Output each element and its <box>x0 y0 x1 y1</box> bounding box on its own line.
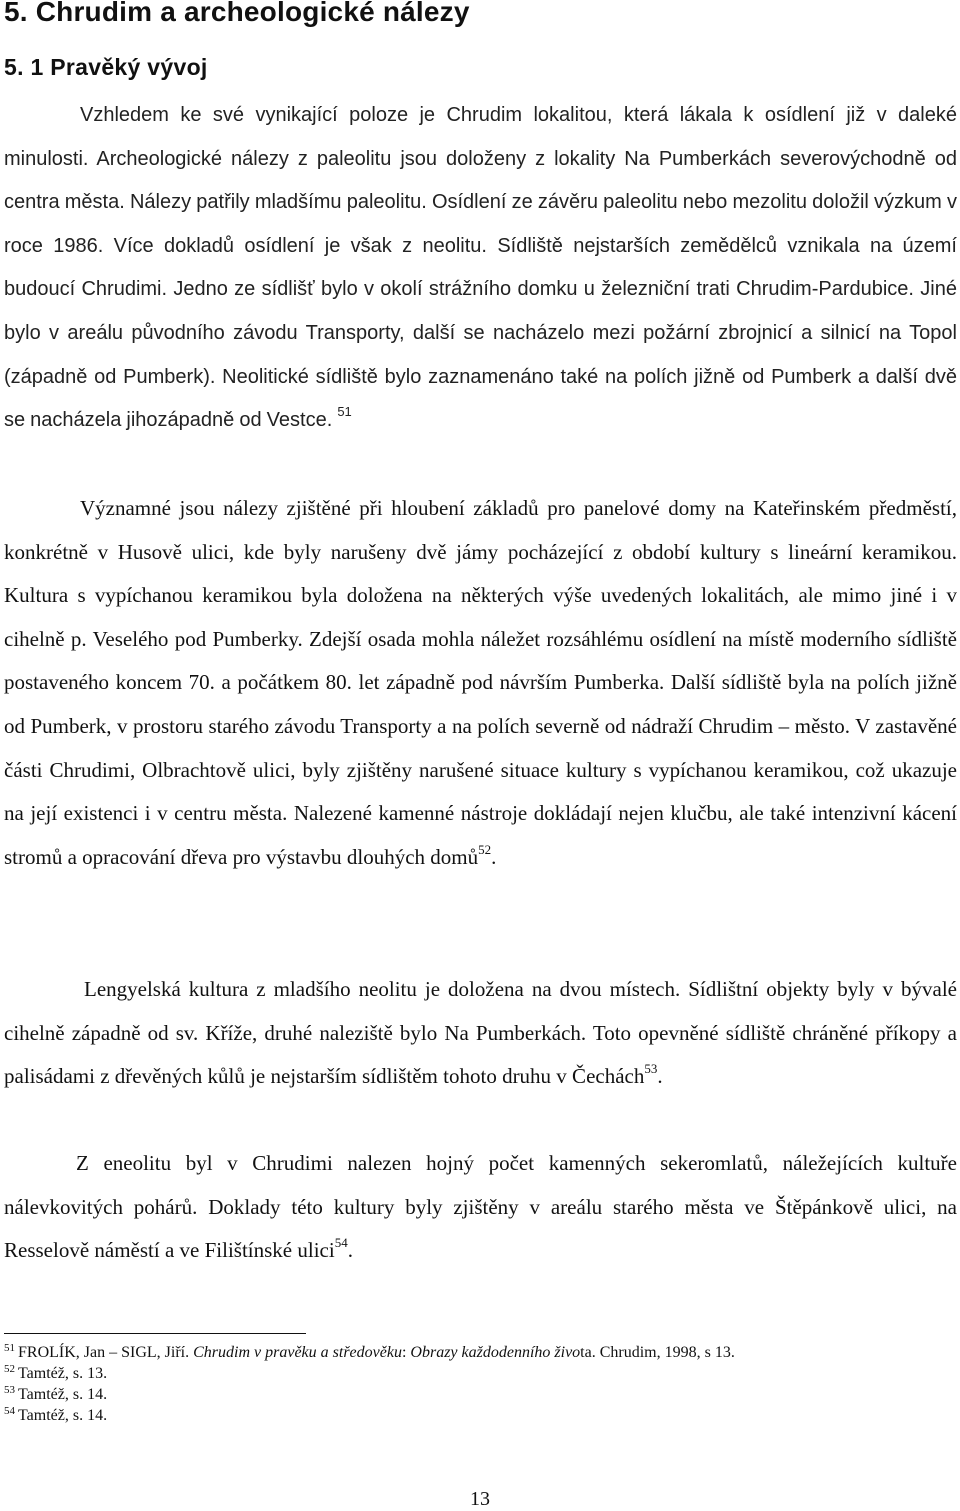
footnote-divider <box>4 1333 306 1334</box>
paragraph-lengyel-culture <box>4 968 957 1099</box>
footnote-title-italic: Chrudim v pravěku a středověku <box>193 1344 402 1361</box>
chapter-title: 5. Chrudim a archeologické nálezy <box>4 0 470 27</box>
paragraph-end: . <box>347 1238 353 1263</box>
footnote-text: : <box>401 1344 411 1361</box>
footnote-text: Tamtéž, s. 14. <box>18 1407 108 1424</box>
paragraph-eneolithic <box>4 1142 957 1273</box>
page-number: 13 <box>470 1488 490 1510</box>
footnote-ref: 52 <box>478 841 492 857</box>
footnote-54 <box>4 1405 949 1426</box>
footnote-52 <box>4 1363 949 1384</box>
section-title: 5. 1 Pravěký vývoj <box>4 54 208 80</box>
footnote-number: 51 <box>4 1342 15 1354</box>
paragraph-text: Z eneolitu byl v Chrudimi nalezen hojný počet kamenných sekeromlatů, náležejících kultuře nálevkovitých pohárů. Doklady této kultury byly zjištěny v areálu starého města ve Štěpánkově ulici, na Resselově náměstí a ve Filištínské ulici <box>4 1151 957 1263</box>
paragraph-end: . <box>491 844 497 869</box>
footnote-text: FROLÍK, Jan – SIGL, Jiří. <box>18 1344 194 1361</box>
footnote-number: 54 <box>4 1405 15 1417</box>
footnote-51 <box>4 1342 949 1363</box>
footnote-ref: 51 <box>337 404 352 420</box>
footnote-ref: 54 <box>334 1235 348 1251</box>
footnote-subtitle-italic: Obrazy každodenního živo <box>410 1344 581 1361</box>
paragraph-end: . <box>657 1064 663 1089</box>
footnote-text: Tamtéž, s. 13. <box>18 1365 108 1382</box>
paragraph-text: Vzhledem ke své vynikající poloze je Chrudim lokalitou, která lákala k osídlení již v daleké minulosti. Archeologické nálezy z paleolitu jsou doloženy z lokality Na Pumberkách severovýchodně od centra města. Nálezy patřily mladšímu paleolitu. Osídlení ze závěru paleolitu nebo mezolitu doložil výzkum v roce 1986. Více dokladů osídlení je však z neolitu. Sídliště nejstarších zemědělců vznikala na území budoucí Chrudimi. Jedno ze sídlišť bylo v okolí strážního domku u železniční trati Chrudim-Pardubice. Jiné bylo v areálu původního závodu Transporty, další se nacházelo mezi požární zbrojnicí a silnicí na Topol (západně od Pumberk). Neolitické sídliště bylo zaznamenáno také na polích jižně od Pumberk a další dvě se nacházela jihozápadně od Vestce. <box>4 104 957 432</box>
paragraph-significant-finds <box>4 487 957 879</box>
paragraph-text: Významné jsou nálezy zjištěné při hloubení základů pro panelové domy na Kateřinském předměstí, konkrétně v Husově ulici, kde byly narušeny dvě jámy pocházející z období kultury s lineární keramikou. Kultura s vypíchanou keramikou byla doložena na některých výše uvedených lokalitách, ale mimo jiné i v cihelně p. Veselého pod Pumberky. Zdejší osada mohla náležet rozsáhlému osídlení na místě moderního sídliště postaveného koncem 70. a počátkem 80. let západně pod návrším Pumberka. Další sídliště byla na polích jižně od Pumberk, v prostoru starého závodu Transporty a na polích severně od nádraží Chrudim – město. V zastavěné části Chrudimi, Olbrachtově ulici, byly zjištěny narušené situace kultury s vypíchanou keramikou, což ukazuje na její existenci i v centru města. Nalezené kamenné nástroje dokládají nejen klučbu, ale také intenzivní kácení stromů a opracování dřeva pro výstavbu dlouhých domů <box>4 496 957 869</box>
paragraph-text: Lengyelská kultura z mladšího neolitu je doložena na dvou místech. Sídlištní objekty byly v bývalé cihelně západně od sv. Kříže, druhé naleziště bylo Na Pumberkách. Toto opevněné sídliště chráněné příkopy a palisádami z dřevěných kůlů je nejstarším sídlištěm tohoto druhu v Čechách <box>4 977 957 1089</box>
footnote-53 <box>4 1384 949 1405</box>
footnote-number: 53 <box>4 1384 15 1396</box>
paragraph-neolithic-settlements <box>4 94 957 443</box>
footnote-ref: 53 <box>644 1061 658 1077</box>
footnote-number: 52 <box>4 1363 15 1375</box>
footnote-text: ta. Chrudim, 1998, s 13. <box>580 1344 735 1361</box>
footnotes <box>4 1342 949 1426</box>
footnote-text: Tamtéž, s. 14. <box>18 1386 108 1403</box>
